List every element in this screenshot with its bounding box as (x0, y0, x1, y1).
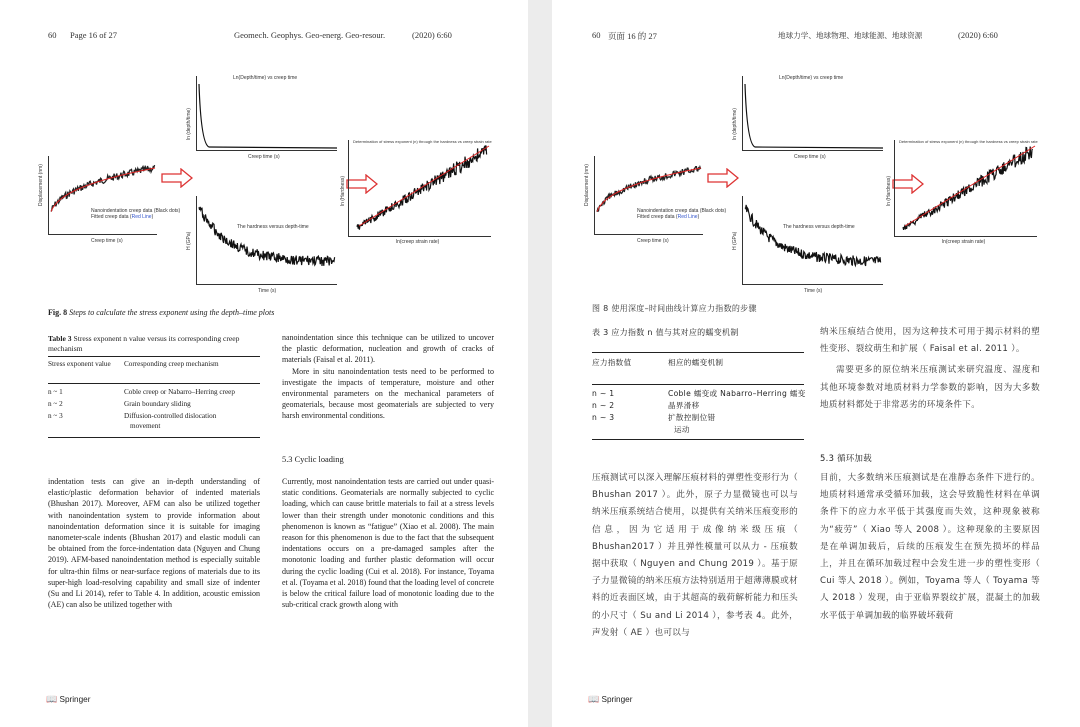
displacement-plot (49, 156, 157, 234)
hardness-title: The hardness versus depth-time (783, 224, 855, 230)
ln-depth-ylabel: ln (depth/time) (186, 108, 192, 140)
creep-time-xlabel: Creep time (s) (637, 238, 669, 244)
displacement-ylabel: Displacement (nm) (38, 164, 44, 206)
time-xlabel: Time (s) (258, 288, 277, 294)
table-cell: Coble 蠕变或 Nabarro–Herring 蠕变 (668, 389, 806, 398)
table-header-stress: 应力指数值 (592, 358, 632, 367)
figure-8 (36, 56, 496, 302)
hardness-ylabel: H (GPa) (732, 231, 738, 250)
table-cell: n ~ 1 (592, 389, 615, 398)
right-column-top (282, 332, 494, 422)
ln-depth-ylabel: ln (depth/time) (732, 108, 738, 140)
page-of: Page 16 of 27 (70, 30, 117, 40)
paragraph: 需要更多的原位纳米压痕测试来研究温度、湿度和其他环境参数对地质材料力学参数的影响，因为大多数地质材料都处于非常恶劣的环境条件下。 (820, 365, 1040, 410)
page-gutter (528, 0, 552, 727)
hardness-panel (742, 196, 883, 285)
time-xlabel: Time (s) (804, 288, 823, 294)
legend-creep-data: Nanoindentation creep data (Black dots) (637, 208, 727, 214)
table-cell: 运动 (674, 425, 690, 434)
displacement-panel (48, 156, 181, 235)
ln-hardness-title: Determination of stress exponent (n) through the hardness vs creep strain rate (899, 139, 1038, 144)
hardness-ylabel: H (GPa) (186, 231, 192, 250)
table-cell: n ~ 2 (48, 400, 63, 408)
springer-logo: 📖 Springer (588, 694, 633, 704)
table-3 (48, 356, 260, 438)
table-3 (592, 352, 804, 440)
section-heading: 5.3 Cyclic loading (282, 455, 344, 464)
arrow-right-icon (161, 168, 193, 188)
body-right-column: Currently, most nanoindentation tests are carried out under quasi-static conditions. Geomaterials are normally subjected to cyclic loading, which can cause brittle materials to fail at a stress levels lower than their strength under monotonic conditions and this phenomenon is known as “fatigue” (Xiao et al. 2008). The main reason for this phenomenon is due to the fact that the subsequent indentations occurs on a pre-damaged samples after the monotonic loading and further plastic deformation will occur during the cyclic loading (Cui et al. 2018). For instance, Toyama et al. (Toyama et al. 2018) found that the loading level of concrete is below the critical failure load of monotonic loading due to the sub-critical crack growth along with (282, 477, 494, 610)
ln-depth-panel (196, 76, 337, 151)
journal-name: 地球力学、地球物理、地球能源、地球资源 (778, 31, 923, 40)
table-cell: 晶界滑移 (668, 401, 700, 410)
table-cell: 扩散控制位错 (668, 413, 716, 422)
ln-depth-xlabel: Creep time (s) (794, 154, 826, 160)
table-cell: Coble creep or Nabarro–Herring creep (124, 388, 235, 396)
displacement-plot (595, 156, 703, 234)
ln-depth-panel (742, 76, 883, 151)
table-3-title: 表 3 应力指数 n 值与其对应的蠕变机制 (592, 328, 739, 337)
body-left-column: 压痕测试可以深入理解压痕材料的弹塑性变形行为（ Bhushan 2017 ）。此外，原子力显微镜也可以与纳米压痕系统结合使用，以提供有关纳米压痕变形的信息，因为它适用于成像纳米级压痕（ Bhushan2017 ）并且弹性模量可以从力 - 压痕数据中获取（ Nguyen and Chung 2019 ）。基于原子力显微镜的纳米压痕方法特别适用于超薄薄膜或材料的近表面区域，由于其超高的载荷解析能力和压头的小尺寸（ Su and Li 2014 ），参考表 4。此外，声发射（ AE ）也可以与 (592, 473, 798, 638)
legend-creep-data: Nanoindentation creep data (Black dots) (91, 208, 181, 214)
table-3-title: Table 3 Stress exponent n value versus its corresponding creep mechanism (48, 334, 240, 353)
table-header-mechanism: 相应的蠕变机制 (668, 358, 724, 367)
citation: (2020) 6:60 (958, 30, 998, 40)
legend-fitted: Fitted creep data (Red Line) (637, 214, 700, 220)
ln-hardness-ylabel: ln (Hardness) (886, 175, 892, 206)
hardness-title: The hardness versus depth-time (237, 224, 309, 230)
figure-8 (582, 56, 1042, 302)
hardness-plot (197, 196, 337, 284)
ln-hardness-plot (349, 140, 491, 236)
chinese-page (552, 0, 1080, 727)
ln-depth-title: Ln(Depth/time) vs creep time (233, 75, 298, 81)
page-of: 页面 16 的 27 (608, 31, 657, 41)
right-column-top (820, 324, 1040, 414)
ln-depth-xlabel: Creep time (s) (248, 154, 280, 160)
body-right-column: 目前，大多数纳米压痕测试是在准静态条件下进行的。地质材料通常承受循环加载，这会导致脆性材料在单调条件下的应力水平低于其强度而失效，这种现象被称为“疲劳”（ Xiao 等人 2008 ）。这种现象的主要原因是在单调加载后，后续的压痕发生在预先损坏的样品上，并且在循环加载过程中会发生进一步的塑性变形（ Cui 等人 2018 ）。例如，Toyama 等人（ Toyama 等人 2018 ）发现，由于亚临界裂纹扩展，混凝土的加载水平低于单调加载的临界破坏载荷 (820, 473, 1040, 621)
ln-hardness-panel (894, 140, 1037, 237)
springer-logo: 📖 Springer (46, 694, 91, 704)
table-cell: n ~ 3 (48, 412, 63, 420)
displacement-panel (594, 156, 727, 235)
table-cell: n ~ 1 (48, 388, 63, 396)
page-number: 60 (48, 30, 57, 40)
ln-strain-xlabel: ln(creep strain rate) (942, 239, 986, 245)
table-cell: Diffusion-controlled dislocation (124, 412, 217, 420)
ln-hardness-plot (895, 140, 1037, 236)
table-header-mechanism: Corresponding creep mechanism (124, 360, 219, 368)
english-page (0, 0, 528, 727)
table-cell: n ~ 3 (592, 413, 615, 422)
creep-time-xlabel: Creep time (s) (91, 238, 123, 244)
hardness-panel (196, 196, 337, 285)
arrow-right-icon (707, 168, 739, 188)
displacement-ylabel: Displacement (nm) (584, 164, 590, 206)
table-header-stress: Stress exponent value (48, 360, 111, 368)
ln-strain-xlabel: ln(creep strain rate) (396, 239, 440, 245)
citation: (2020) 6:60 (412, 30, 452, 40)
paragraph: More in situ nanoindentation tests need to be performed to investigate the impacts of temperature, moisture and other environmental parameters on the mechanical parameters of geomaterials, because most geomaterials are subjected to very harsh environmental conditions. (282, 366, 494, 421)
paragraph: nanoindentation since this technique can be utilized to uncover the plastic deformation, nucleation and growth of cracks of materials (Faisal et al. 2011). (282, 333, 494, 365)
table-cell: movement (130, 422, 161, 430)
journal-name: Geomech. Geophys. Geo-energ. Geo-resour. (234, 30, 386, 40)
table-cell: Grain boundary sliding (124, 400, 191, 408)
ln-hardness-ylabel: ln (Hardness) (340, 175, 346, 206)
paragraph: 纳米压痕结合使用，因为这种技术可用于揭示材料的塑性变形、裂纹萌生和扩展（ Faisal et al. 2011 ）。 (820, 327, 1040, 355)
ln-depth-title: Ln(Depth/time) vs creep time (779, 75, 844, 81)
legend-fitted: Fitted creep data (Red Line) (91, 214, 154, 220)
figure-caption: Fig. 8 Steps to calculate the stress exponent using the depth–time plots (48, 308, 275, 317)
body-left-column: indentation tests can give an in-depth understanding of elastic/plastic deformation behavior of indented materials (Bhushan 2017). Moreover, AFM can also be utilized together with nanoindentation system to provide information about nanoindentation deformation since it is suitable for imaging nanometer-scale indents (Bhushan 2017) and elastic moduli can be obtained from the force-indentation data (Nguyen and Chung 2019). AFM-based nanoindentation method is especially suitable for ultra-thin films or near-surface regions of materials due to its super-high load-resolving capability and small size of indenter (Su and Li 2014), refer to Table 4. In addition, acoustic emission (AE) can also be utilized together with (48, 477, 260, 610)
figure-caption: 图 8 使用深度–时间曲线计算应力指数的步骤 (592, 304, 757, 313)
ln-hardness-panel (348, 140, 491, 237)
table-cell: n ~ 2 (592, 401, 615, 410)
section-heading: 5.3 循环加载 (820, 453, 872, 463)
hardness-plot (743, 196, 883, 284)
ln-hardness-title: Determination of stress exponent (n) through the hardness vs creep strain rate (353, 139, 492, 144)
page-number: 60 (592, 30, 601, 40)
